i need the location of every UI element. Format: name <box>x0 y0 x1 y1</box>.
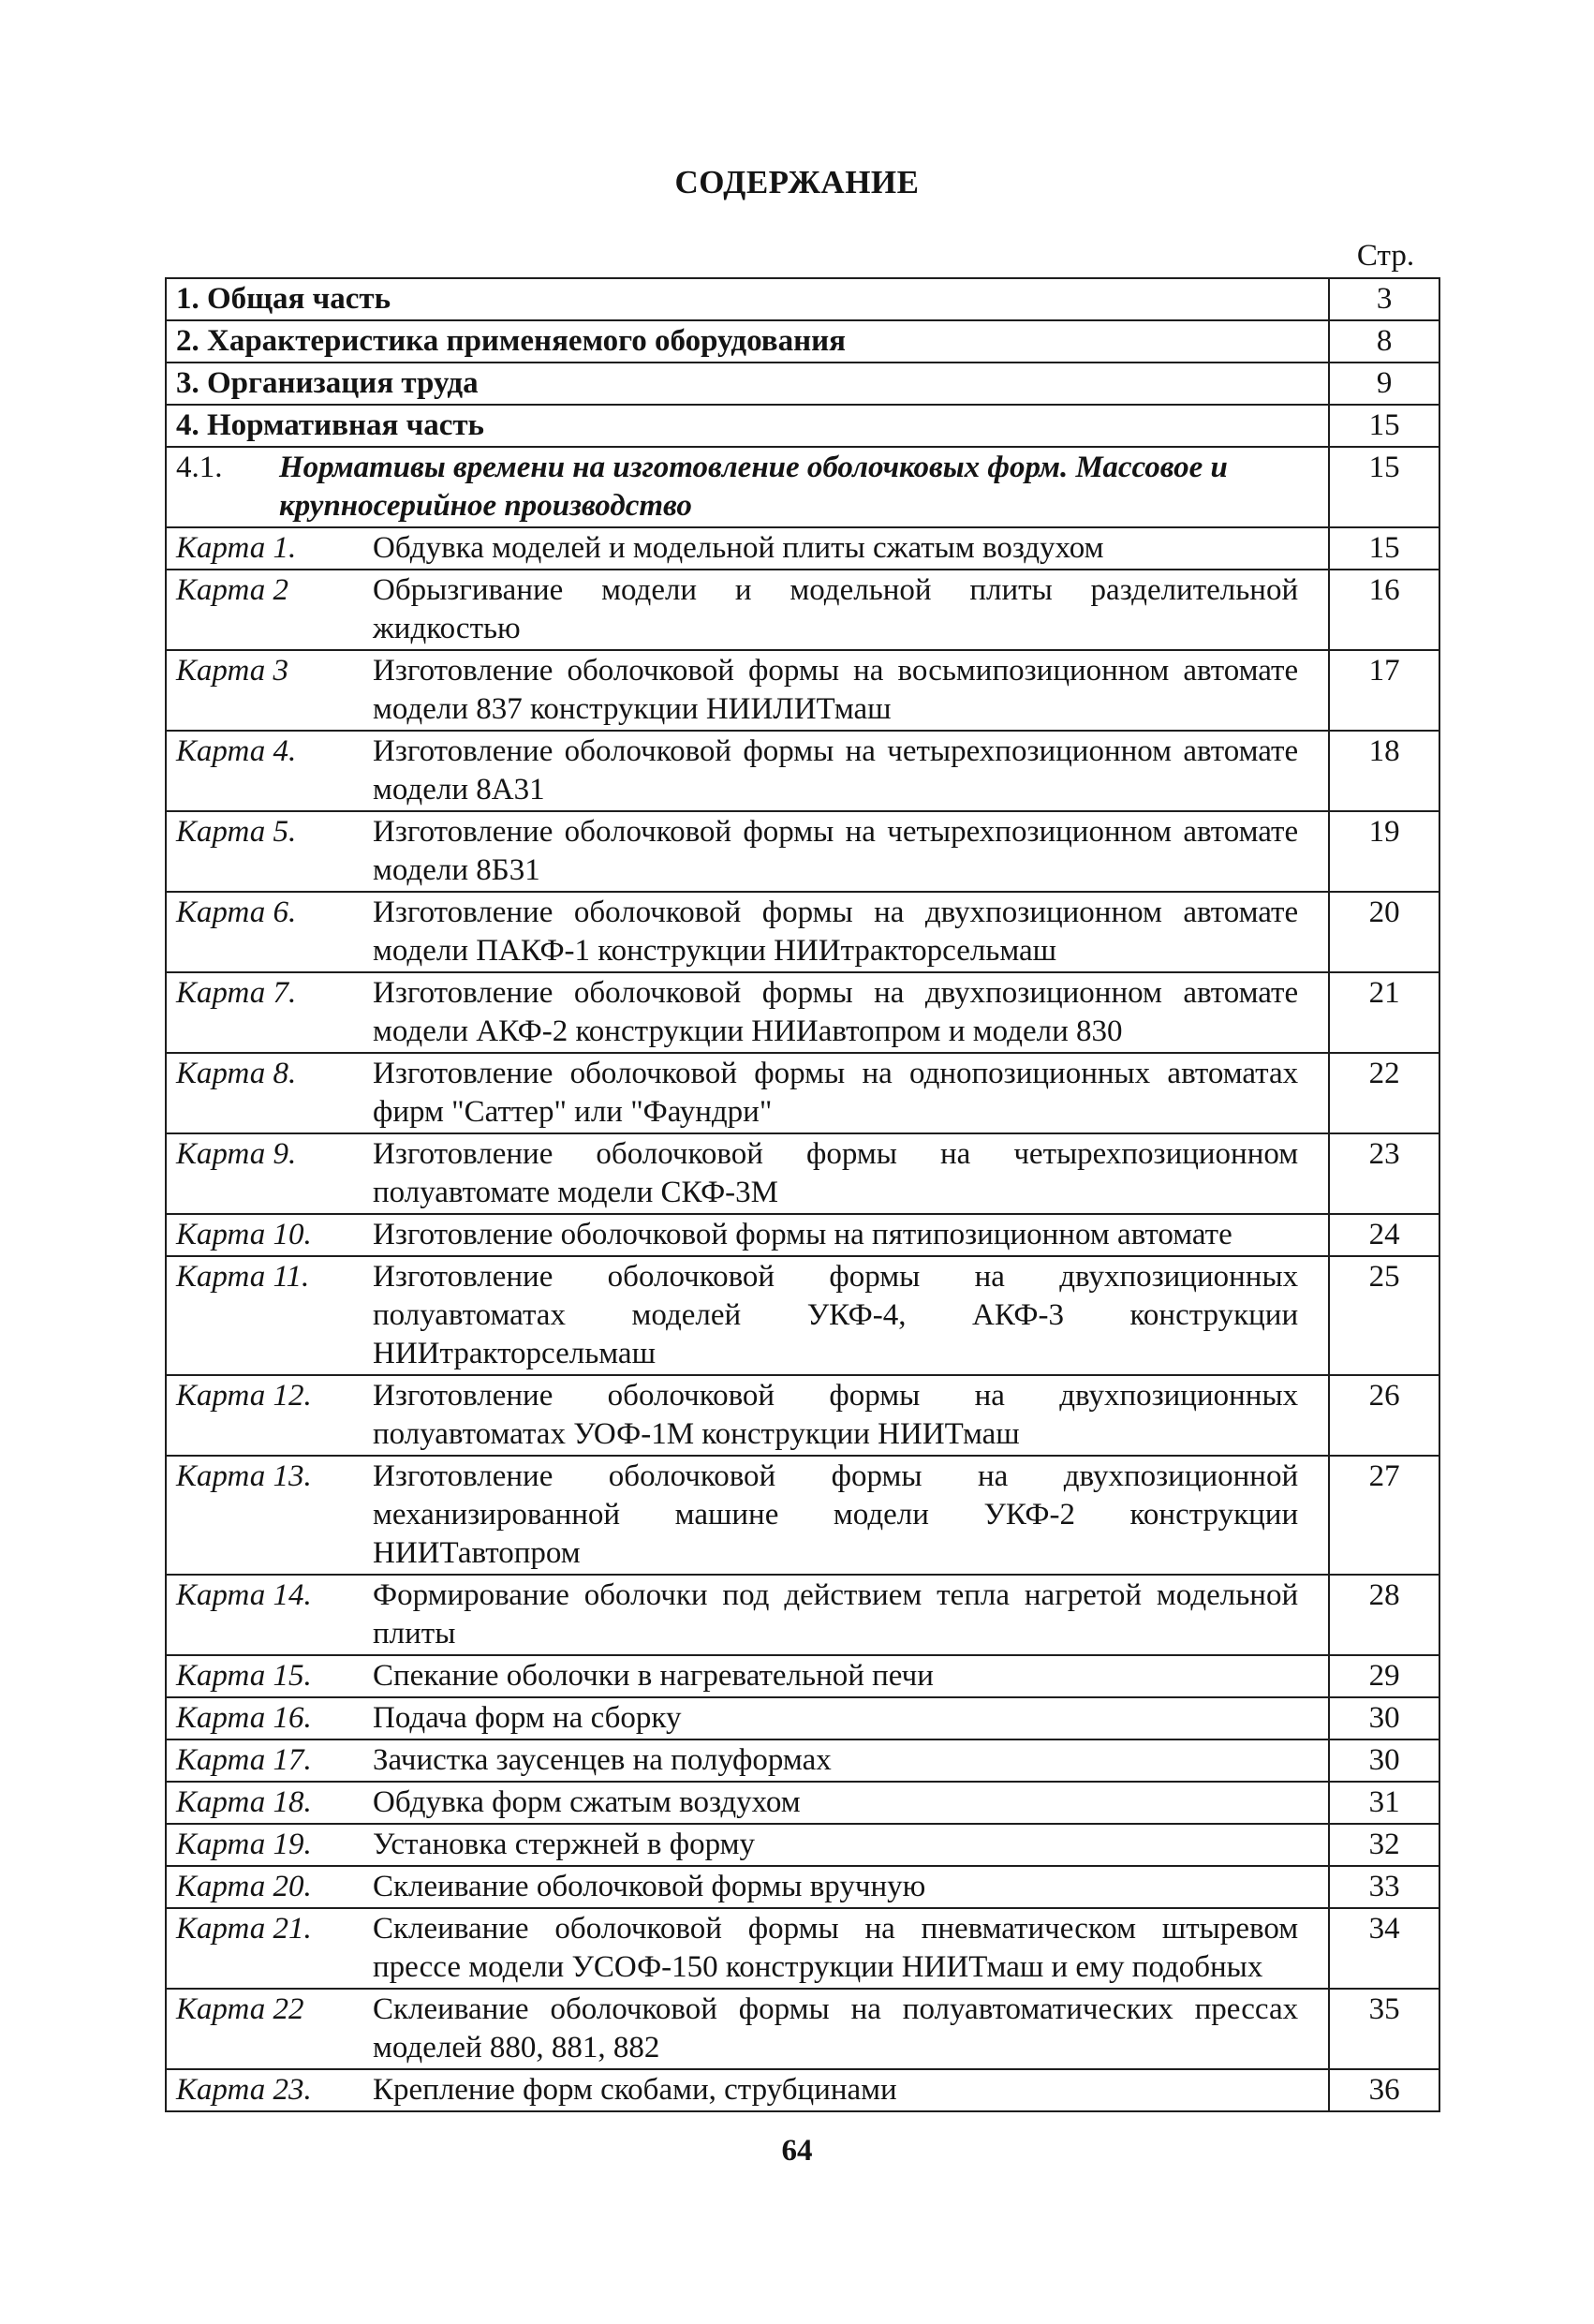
toc-card-title: Изготовление оболочковой формы на двухпозиционном автомате модели АКФ-2 конструкции НИИавтопром и модели 830 <box>373 976 1299 1048</box>
toc-card-row <box>166 1739 1439 1782</box>
toc-card-cell <box>166 570 1329 650</box>
toc-card-title: Изготовление оболочковой формы на восьмипозиционном автомате модели 837 конструкции НИИЛИТмаш <box>373 654 1299 726</box>
toc-page-number: 19 <box>1329 811 1439 892</box>
toc-page-number: 8 <box>1329 320 1439 363</box>
toc-card-title: Изготовление оболочковой формы на двухпозиционной механизированной машине модели УКФ-2 конструкции НИИТавтопром <box>373 1459 1299 1570</box>
toc-page-number: 15 <box>1329 447 1439 527</box>
page-title: СОДЕРЖАНИЕ <box>674 164 920 200</box>
toc-card-label: Карта 5. <box>176 815 297 849</box>
toc-card-label: Карта 15. <box>176 1659 312 1693</box>
toc-card-title: Изготовление оболочковой формы на пятипозиционном автомате <box>373 1218 1232 1251</box>
toc-page-number: 29 <box>1329 1655 1439 1697</box>
toc-card-label: Карта 18. <box>176 1785 312 1819</box>
toc-section-row <box>166 405 1439 447</box>
toc-card-title: Изготовление оболочковой формы на четырехпозиционном автомате модели 8Б31 <box>373 815 1299 887</box>
toc-card-row <box>166 527 1439 570</box>
toc-card-title: Крепление форм скобами, струбцинами <box>373 2073 897 2107</box>
toc-card-cell <box>166 1739 1329 1782</box>
toc-section-row <box>166 363 1439 405</box>
toc-subsection-row <box>166 447 1439 527</box>
toc-section-row <box>166 278 1439 320</box>
toc-page-number: 25 <box>1329 1256 1439 1375</box>
toc-card-row <box>166 1133 1439 1214</box>
toc-page-number: 35 <box>1329 1989 1439 2069</box>
toc-page-number: 36 <box>1329 2069 1439 2111</box>
toc-card-row <box>166 972 1439 1053</box>
toc-page-number: 18 <box>1329 731 1439 811</box>
toc-card-title: Изготовление оболочковой формы на двухпозиционных полуавтоматах УОФ-1М конструкции НИИТмаш <box>373 1379 1299 1451</box>
toc-section-label: 4. Нормативная часть <box>166 405 1329 447</box>
toc-card-title: Склеивание оболочковой формы вручную <box>373 1870 926 1903</box>
toc-page-number: 22 <box>1329 1053 1439 1133</box>
toc-page-number: 30 <box>1329 1739 1439 1782</box>
toc-page-number: 17 <box>1329 650 1439 731</box>
toc-card-row <box>166 1575 1439 1655</box>
toc-cards <box>166 527 1439 2111</box>
toc-card-label: Карта 21. <box>176 1912 312 1946</box>
toc-card-label: Карта 23. <box>176 2073 312 2107</box>
toc-page-number: 9 <box>1329 363 1439 405</box>
toc-card-title: Обдувка моделей и модельной плиты сжатым воздухом <box>373 531 1104 565</box>
toc-card-label: Карта 13. <box>176 1459 312 1493</box>
toc-card-title: Обрызгивание модели и модельной плиты разделительной жидкостью <box>373 573 1299 645</box>
toc-page-number: 16 <box>1329 570 1439 650</box>
toc-card-title: Изготовление оболочковой формы на четырехпозиционном полуавтомате модели СКФ-3М <box>373 1137 1299 1209</box>
toc-card-cell <box>166 650 1329 731</box>
toc-card-cell <box>166 1575 1329 1655</box>
toc-card-title: Формирование оболочки под действием тепла нагретой модельной плиты <box>373 1578 1299 1650</box>
toc-card-cell <box>166 1908 1329 1989</box>
toc-card-title: Спекание оболочки в нагревательной печи <box>373 1659 934 1693</box>
toc-card-cell <box>166 811 1329 892</box>
toc-card-cell <box>166 1782 1329 1824</box>
toc-card-title: Изготовление оболочковой формы на однопозиционных автоматах фирм "Саттер" или "Фаундри" <box>373 1057 1299 1129</box>
toc-card-label: Карта 17. <box>176 1743 312 1777</box>
toc-card-title: Склеивание оболочковой формы на полуавтоматических прессах моделей 880, 881, 882 <box>373 1992 1299 2065</box>
toc-page-number: 31 <box>1329 1782 1439 1824</box>
toc-card-row <box>166 1824 1439 1866</box>
toc-card-cell <box>166 1456 1329 1575</box>
toc-card-row <box>166 1989 1439 2069</box>
toc-card-row <box>166 650 1439 731</box>
toc-section-label: 2. Характеристика применяемого оборудования <box>166 320 1329 363</box>
toc-page-number: 27 <box>1329 1456 1439 1575</box>
toc-card-cell <box>166 1655 1329 1697</box>
toc-card-label: Карта 19. <box>176 1828 312 1861</box>
toc-page-number: 23 <box>1329 1133 1439 1214</box>
toc-card-cell <box>166 1697 1329 1739</box>
toc-card-cell <box>166 1824 1329 1866</box>
toc-card-label: Карта 12. <box>176 1379 312 1413</box>
toc-section-label: 3. Организация труда <box>166 363 1329 405</box>
toc-subsection-cell <box>166 447 1329 527</box>
toc-card-cell <box>166 2069 1329 2111</box>
toc-page-number: 21 <box>1329 972 1439 1053</box>
toc-card-title: Изготовление оболочковой формы на четырехпозиционном автомате модели 8А31 <box>373 734 1299 807</box>
toc-card-cell <box>166 1214 1329 1256</box>
toc-card-label: Карта 1. <box>176 531 297 565</box>
toc-card-cell <box>166 527 1329 570</box>
toc-subsection-number: 4.1. <box>176 451 223 484</box>
toc-card-row <box>166 1256 1439 1375</box>
toc-card-label: Карта 9. <box>176 1137 297 1171</box>
toc-card-cell <box>166 892 1329 972</box>
toc-card-label: Карта 16. <box>176 1701 312 1735</box>
toc-card-title: Подача форм на сборку <box>373 1701 682 1735</box>
toc-card-label: Карта 22 <box>176 1992 304 2026</box>
toc-card-label: Карта 6. <box>176 896 297 929</box>
toc-card-cell <box>166 1053 1329 1133</box>
toc-subsection-title: Нормативы времени на изготовление оболочковых форм. Массовое и крупносерийное производство <box>279 451 1228 523</box>
toc-page-number: 28 <box>1329 1575 1439 1655</box>
toc-card-row <box>166 1655 1439 1697</box>
toc-card-row <box>166 1375 1439 1456</box>
toc-card-cell <box>166 1989 1329 2069</box>
toc-card-label: Карта 8. <box>176 1057 297 1090</box>
toc-page-number: 33 <box>1329 1866 1439 1908</box>
toc-page-number: 32 <box>1329 1824 1439 1866</box>
toc-card-title: Обдувка форм сжатым воздухом <box>373 1785 801 1819</box>
toc-page-number: 3 <box>1329 278 1439 320</box>
page-column-header: Стр. <box>1356 239 1415 273</box>
table-of-contents <box>165 277 1440 2112</box>
toc-card-label: Карта 7. <box>176 976 297 1010</box>
toc-page-number: 15 <box>1329 405 1439 447</box>
toc-card-title: Изготовление оболочковой формы на двухпозиционном автомате модели ПАКФ-1 конструкции НИИтракторсельмаш <box>373 896 1299 968</box>
toc-card-label: Карта 2 <box>176 573 288 607</box>
toc-card-row <box>166 892 1439 972</box>
toc-card-label: Карта 14. <box>176 1578 312 1612</box>
toc-card-row <box>166 1697 1439 1739</box>
toc-card-title: Зачистка заусенцев на полуформах <box>373 1743 832 1777</box>
toc-card-cell <box>166 1375 1329 1456</box>
toc-card-row <box>166 1866 1439 1908</box>
toc-card-row <box>166 570 1439 650</box>
toc-card-row <box>166 1053 1439 1133</box>
toc-card-label: Карта 10. <box>176 1218 312 1251</box>
toc-card-row <box>166 731 1439 811</box>
toc-section-label: 1. Общая часть <box>166 278 1329 320</box>
toc-card-cell <box>166 1133 1329 1214</box>
toc-card-cell <box>166 1866 1329 1908</box>
toc-section-row <box>166 320 1439 363</box>
toc-page-number: 24 <box>1329 1214 1439 1256</box>
toc-card-title: Изготовление оболочковой формы на двухпозиционных полуавтоматах моделей УКФ-4, АКФ-3 конструкции НИИтракторсельмаш <box>373 1260 1299 1370</box>
toc-page-number: 15 <box>1329 527 1439 570</box>
toc-card-row <box>166 1214 1439 1256</box>
toc-card-label: Карта 20. <box>176 1870 312 1903</box>
toc-page-number: 20 <box>1329 892 1439 972</box>
toc-page-number: 30 <box>1329 1697 1439 1739</box>
toc-card-label: Карта 3 <box>176 654 288 688</box>
toc-card-row <box>166 1782 1439 1824</box>
page-number: 64 <box>781 2134 813 2168</box>
toc-card-row <box>166 811 1439 892</box>
toc-card-cell <box>166 972 1329 1053</box>
toc-card-row <box>166 1456 1439 1575</box>
toc-page-number: 34 <box>1329 1908 1439 1989</box>
toc-card-title: Установка стержней в форму <box>373 1828 756 1861</box>
toc-card-cell <box>166 1256 1329 1375</box>
toc-card-title: Склеивание оболочковой формы на пневматическом штыревом прессе модели УСОФ-150 конструкции НИИТмаш и ему подобных <box>373 1912 1299 1984</box>
toc-page-number: 26 <box>1329 1375 1439 1456</box>
toc-card-cell <box>166 731 1329 811</box>
toc-card-row <box>166 2069 1439 2111</box>
toc-card-label: Карта 11. <box>176 1260 310 1294</box>
toc-card-row <box>166 1908 1439 1989</box>
toc-card-label: Карта 4. <box>176 734 297 768</box>
